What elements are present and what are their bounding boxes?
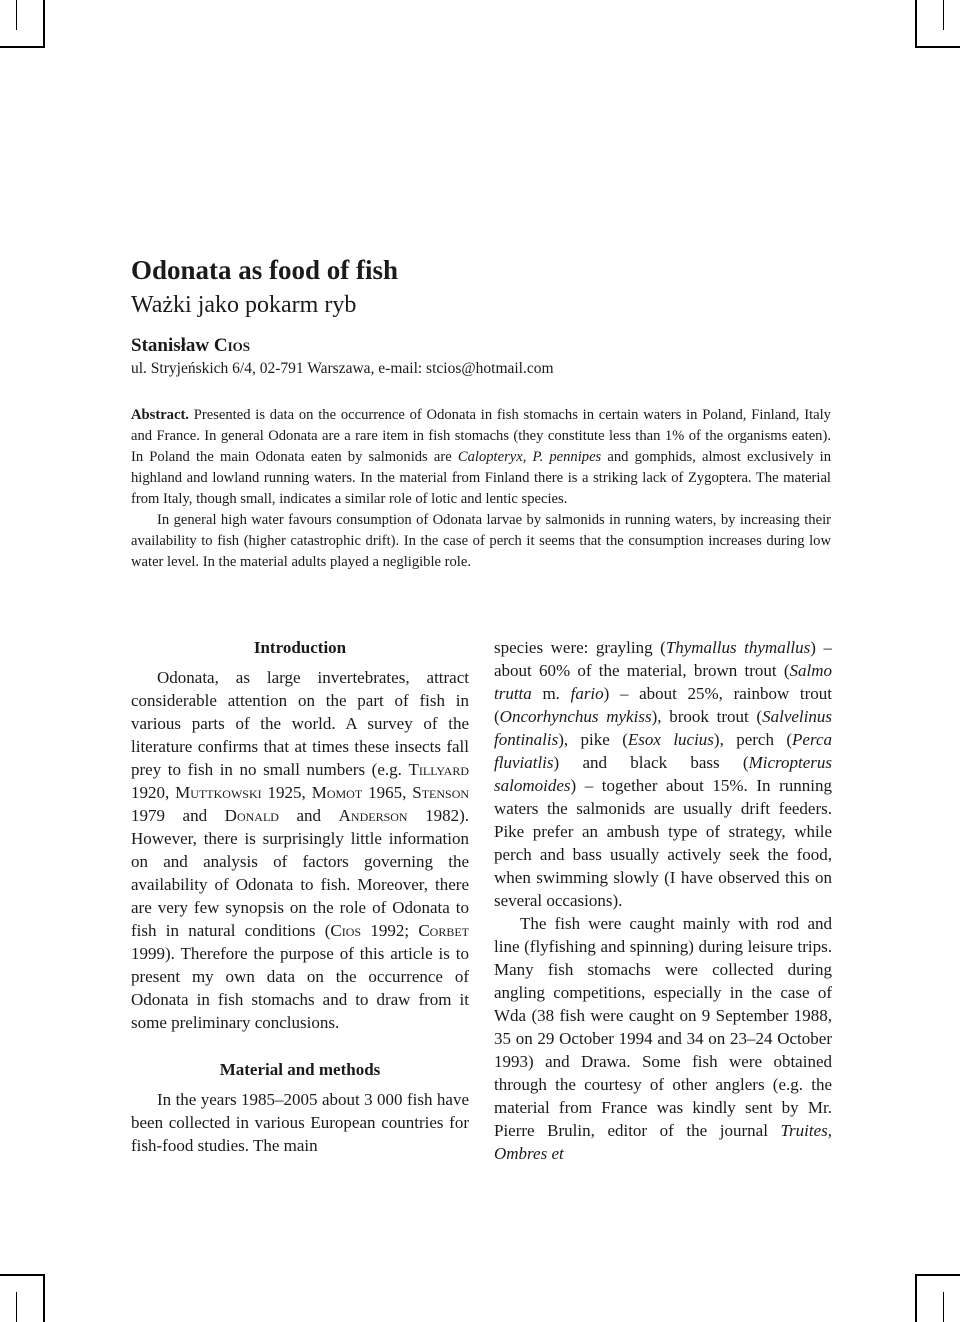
intro-text: 1979 and [131,806,208,825]
methods-paragraph: In the years 1985–2005 about 3 000 fish have been collected in various European countries for fish-food studies. The main [131,1090,469,1155]
citation-author: Anderson [338,806,408,825]
intro-text: 1920, [131,783,170,802]
heading-introduction: Introduction [253,638,347,657]
author-name [131,333,831,359]
species-name: Oncorhynchus mykiss [499,707,652,726]
abstract-text: Presented is data on the occurrence of Odonata in fish stomachs in certain waters in Poland, Finland, Italy and France. In general Odonata are a rare item in fish stomachs (they constitute less than 1% of the organisms eaten). In Poland the main Odonata eaten by salmonids are [131,407,831,465]
species-name: Salmo trutta [494,661,832,703]
author-first-name: Stanisław [131,335,210,356]
abstract-label: Abstract. [131,407,189,423]
citation-author: Tillyard [408,760,469,779]
species-paragraph [494,636,832,912]
body-text: ), perch ( [713,730,793,749]
abstract-taxon: Calopteryx [457,449,523,465]
body-text: ), pike ( [558,730,628,749]
intro-text: 1982). However, there is surprisingly little information on and analysis of factors governing the availability of Odonata to fish. Moreover, there are very few synopsis on the role of Odonata to fish in natural conditions ( [131,806,470,940]
article-title: Odonata as food of fish [131,255,399,285]
abstract-taxon: P. pennipes [532,449,602,465]
intro-text: 1925, [267,783,306,802]
intro-text: 1965, [368,783,407,802]
species-name: Thymallus thymallus [665,638,811,657]
abstract-paragraph-1 [131,405,831,510]
citation-author: Donald [224,806,279,825]
body-text: species were: grayling ( [494,638,666,657]
intro-text: and [296,806,322,825]
citation-author: Momot [311,783,363,802]
crop-mark-top-right-v2 [943,0,944,30]
author-surname-initial: C [213,335,228,356]
body-text: ), brook trout ( [651,707,763,726]
journal-title: Truites, Ombres et [494,1121,832,1163]
body-text: The fish were caught mainly with rod and line (flyfishing and spinning) during leisure trips. Many fish stomachs were collected during angling competitions, especially in the case of Wda (38 fish were caught on 9 September 1988, 35 on 29 October 1994 and 34 on 23–24 October 1993) and Drawa. Some fish were obtained through the courtesy of other anglers (e.g. the material from France was kindly sent by Mr. Pierre Brulin, editor of the journal [494,914,832,1140]
left-column [131,636,469,1157]
crop-mark-top-right-h [915,46,960,48]
intro-text: Odonata, as large invertebrates, attract considerable attention on the part of fish in various parts of the world. A survey of the literature confirms that at times these insects fall prey to fish in no small numbers (e.g. [131,668,469,779]
crop-mark-top-left-v2 [16,0,17,30]
citation-author: Cios [330,921,362,940]
species-name: Esox lucius [627,730,714,749]
crop-mark-top-right-v [915,0,917,48]
species-name: Micropterus salomoides [494,753,832,795]
species-name: Perca fluviatlis [494,730,833,772]
crop-mark-bottom-left-h [0,1274,45,1276]
body-text: ) – together about 15%. In running waters the salmonids are usually drift feeders. Pike prefer an ambush type of strategy, while perch and bass usually actively seek the food, when swimming slowly (I have observed this on several occasions). [494,776,832,910]
body-text: ) – about 60% of the material, brown trout ( [494,638,832,680]
body-text: ) – about 25%, rainbow trout ( [494,684,833,726]
crop-mark-bottom-left-v2 [16,1292,17,1322]
abstract-paragraph-2: In general high water favours consumption of Odonata larvae by salmonids in running waters, by increasing their availability to fish (higher catastrophic drift). In the case of perch it seems that the consumption increases during low water level. In the material adults played a negligible role. [131,512,831,570]
heading-material-methods: Material and methods [219,1060,381,1079]
introduction-paragraph [131,666,469,1034]
species-name: fario [570,684,604,703]
abstract-text: and gomphids, almost exclusively in highland and lowland running waters. In the material from Finland there is a striking lack of Zygoptera. The material from Italy, though small, indicates a similar role of lotic and lentic species. [131,449,831,507]
abstract [131,405,831,573]
abstract-text: , [522,449,527,465]
right-column [494,636,832,1165]
author-address: ul. Stryjeńskich 6/4, 02-791 Warszawa, e-mail: stcios@hotmail.com [131,360,554,377]
intro-text: 1999). Therefore the purpose of this article is to present my own data on the occurrence of Odonata in fish stomachs and to draw from it some preliminary conclusions. [131,944,469,1032]
citation-author: Stenson [412,783,470,802]
species-name: Salvelinus fontinalis [494,707,832,749]
collection-paragraph [494,912,832,1165]
crop-mark-bottom-right-v2 [943,1292,944,1322]
crop-mark-top-left-v [43,0,45,48]
crop-mark-bottom-right-v [915,1274,917,1322]
body-text: ) and black bass ( [553,753,749,772]
crop-mark-bottom-right-h [915,1274,960,1276]
citation-author: Muttkowski [175,783,262,802]
citation-author: Corbet [418,921,470,940]
article-subtitle: Ważki jako pokarm ryb [131,292,357,318]
author-surname-rest: ios [227,335,251,356]
body-text: m. [542,684,560,703]
intro-text: 1992; [370,921,410,940]
crop-mark-top-left-h [0,46,45,48]
crop-mark-bottom-left-v [43,1274,45,1322]
